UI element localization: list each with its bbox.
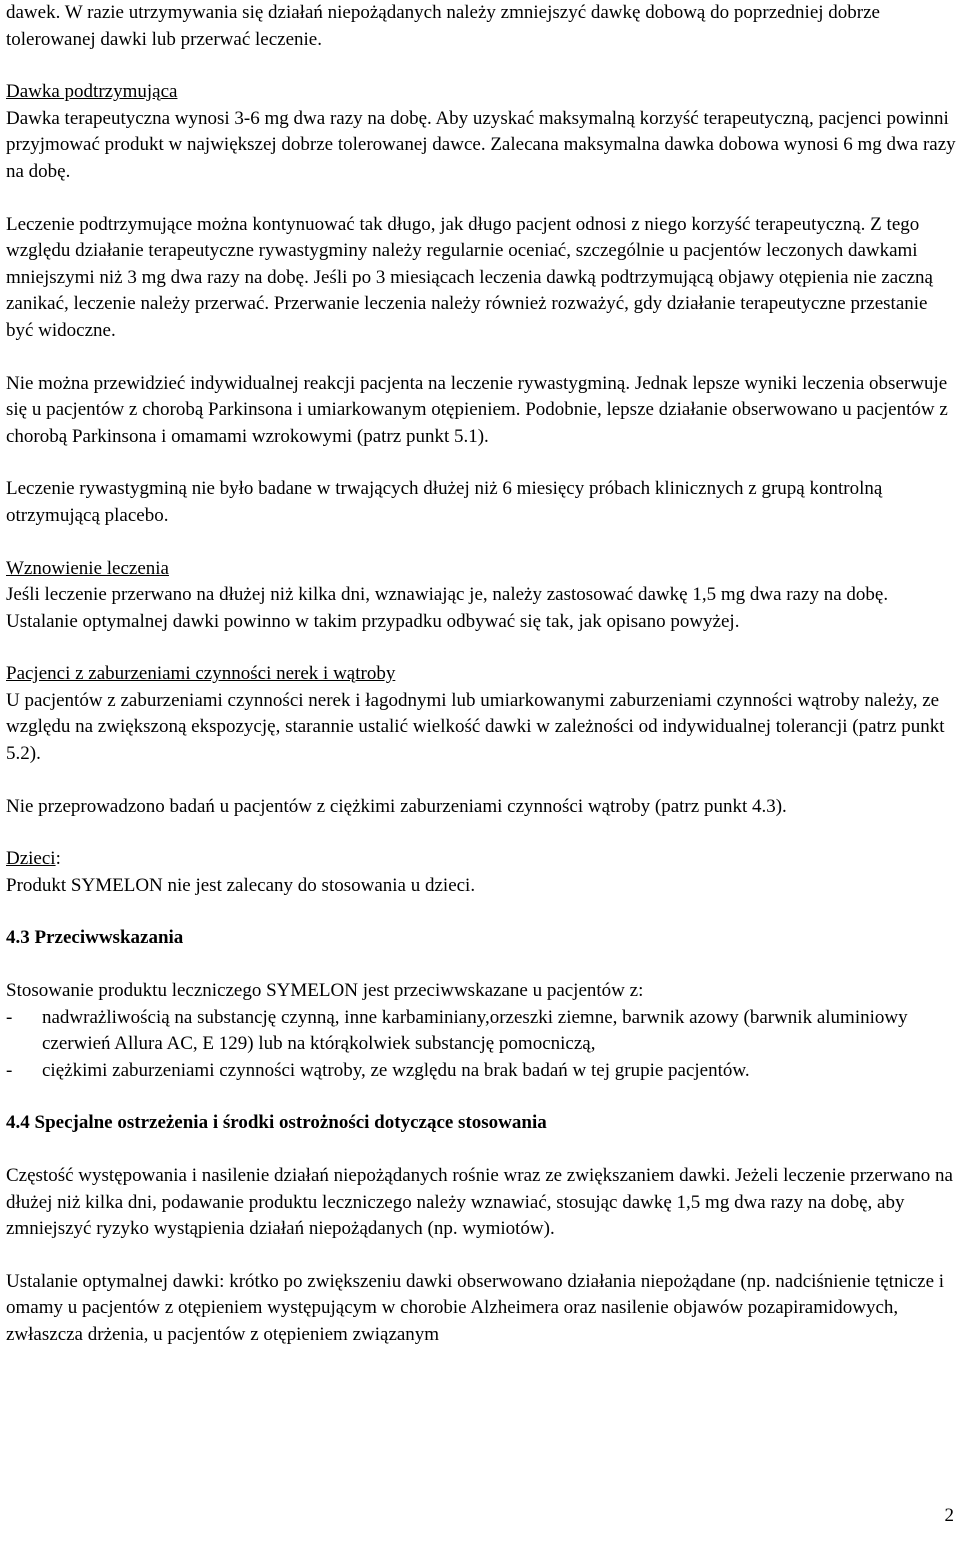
paragraph-placebo: Leczenie rywastygminą nie było badane w trwających dłużej niż 6 miesięcy próbach klinicznych z grupą kontrolną otrzymującą placebo. (6, 478, 883, 526)
paragraph-severe-hepatic: Nie przeprowadzono badań u pacjentów z ciężkimi zaburzeniami czynności wątroby (patrz punkt 4.3). (6, 795, 787, 817)
children-section (6, 846, 958, 899)
maintenance-heading: Dawka podtrzymująca (6, 81, 178, 103)
paragraph-individual-response: Nie można przewidzieć indywidualnej reakcji pacjenta na leczenie rywastygminą. Jednak lepsze wyniki leczenia obserwuje się u pacjentów z chorobą Parkinsona i umiarkowanym otępieniem. Podobnie, lepsze działanie obserwowano u pacjentów z chorobą Parkinsona i omamami wzrokowymi (patrz punkt 5.1). (6, 372, 948, 447)
renal-hepatic-section (6, 661, 958, 767)
resumption-text: Jeśli leczenie przerwano na dłużej niż kilka dni, wznawiając je, należy zastosować dawkę 1,5 mg dwa razy na dobę. Ustalanie optymalnej dawki powinno w takim przypadku odbywać się tak, jak opisano powyżej. (6, 584, 889, 632)
paragraph-intro: dawek. W razie utrzymywania się działań niepożądanych należy zmniejszyć dawkę dobową do poprzedniej dobrze tolerowanej dawki lub przerwać leczenie. (6, 2, 880, 50)
list-item (6, 1005, 958, 1058)
list-item-text: ciężkimi zaburzeniami czynności wątroby, ze względu na brak badań w tej grupie pacjentów. (42, 1059, 750, 1081)
children-heading-line (6, 846, 958, 873)
paragraph-continue-treatment: Leczenie podtrzymujące można kontynuować tak długo, jak długo pacjent odnosi z niego korzyść terapeutyczną. Z tego względu działanie terapeutyczne rywastygminy należy regularnie oceniać, szczególnie u pacjentów leczonych dawkami mniejszymi niż 3 mg dwa razy na dobę. Jeśli po 3 miesiącach leczenia dawką podtrzymującą objawy otępienia nie zaczną zanikać, leczenie należy przerwać. Przerwanie leczenia należy również rozważyć, gdy działanie terapeutyczne przestanie być widoczne. (6, 213, 933, 341)
resumption-heading: Wznowienie leczenia (6, 557, 169, 579)
list-dash: - (6, 1059, 13, 1081)
section-4-3-body (6, 978, 958, 1084)
contraindications-intro: Stosowanie produktu leczniczego SYMELON jest przeciwwskazane u pacjentów z: (6, 980, 644, 1002)
section-4-4-paragraph-2: Ustalanie optymalnej dawki: krótko po zwiększeniu dawki obserwowano działania niepożądane (np. nadciśnienie tętnicze i omamy u pacjentów z otępieniem występującym w chorobie Alzheimera oraz nasilenie objawów pozapiramidowych, zwłaszcza drżenia, u pacjentów z otępieniem związanym (6, 1270, 945, 1345)
section-4-4-heading: 4.4 Specjalne ostrzeżenia i środki ostrożności dotyczące stosowania (6, 1112, 547, 1134)
renal-hepatic-text: U pacjentów z zaburzeniami czynności nerek i łagodnymi lub umiarkowanymi zaburzeniami czynności wątroby należy, ze względu na zwiększoną ekspozycję, starannie ustalić wielkość dawki w zależności od indywidualnej tolerancji (patrz punkt 5.2). (6, 689, 945, 765)
children-heading-colon: : (55, 848, 61, 870)
children-heading: Dzieci (6, 848, 56, 870)
section-4-4-paragraph-1: Częstość występowania i nasilenie działań niepożądanych rośnie wraz ze zwiększaniem dawki. Jeżeli leczenie przerwano na dłużej niż kilka dni, podawanie produktu leczniczego należy wznawiać, stosując dawkę 1,5 mg dwa razy na dobę, aby zmniejszyć ryzyko wystąpienia działań niepożądanych (np. wymiotów). (6, 1165, 953, 1240)
maintenance-section (6, 79, 958, 185)
page-number: 2 (944, 1505, 954, 1526)
children-text: Produkt SYMELON nie jest zalecany do stosowania u dzieci. (6, 874, 476, 896)
document-page (6, 0, 958, 1375)
contraindications-list (6, 1005, 958, 1085)
maintenance-text: Dawka terapeutyczna wynosi 3-6 mg dwa razy na dobę. Aby uzyskać maksymalną korzyść terapeutyczną, pacjenci powinni przyjmować produkt w największej dobrze tolerowanej dawce. Zalecana maksymalna dawka dobowa wynosi 6 mg dwa razy na dobę. (6, 107, 956, 182)
list-dash: - (6, 1006, 13, 1028)
list-item (6, 1058, 958, 1085)
list-item-text: nadwrażliwością na substancję czynną, inne karbaminiany,orzeszki ziemne, barwnik azowy (barwnik aluminiowy czerwień Allura AC, E 129) lub na którąkolwiek substancję pomocniczą, (42, 1006, 908, 1055)
resumption-section (6, 556, 958, 636)
section-4-3-heading: 4.3 Przeciwwskazania (6, 927, 184, 949)
renal-hepatic-heading: Pacjenci z zaburzeniami czynności nerek i wątroby (6, 663, 396, 685)
